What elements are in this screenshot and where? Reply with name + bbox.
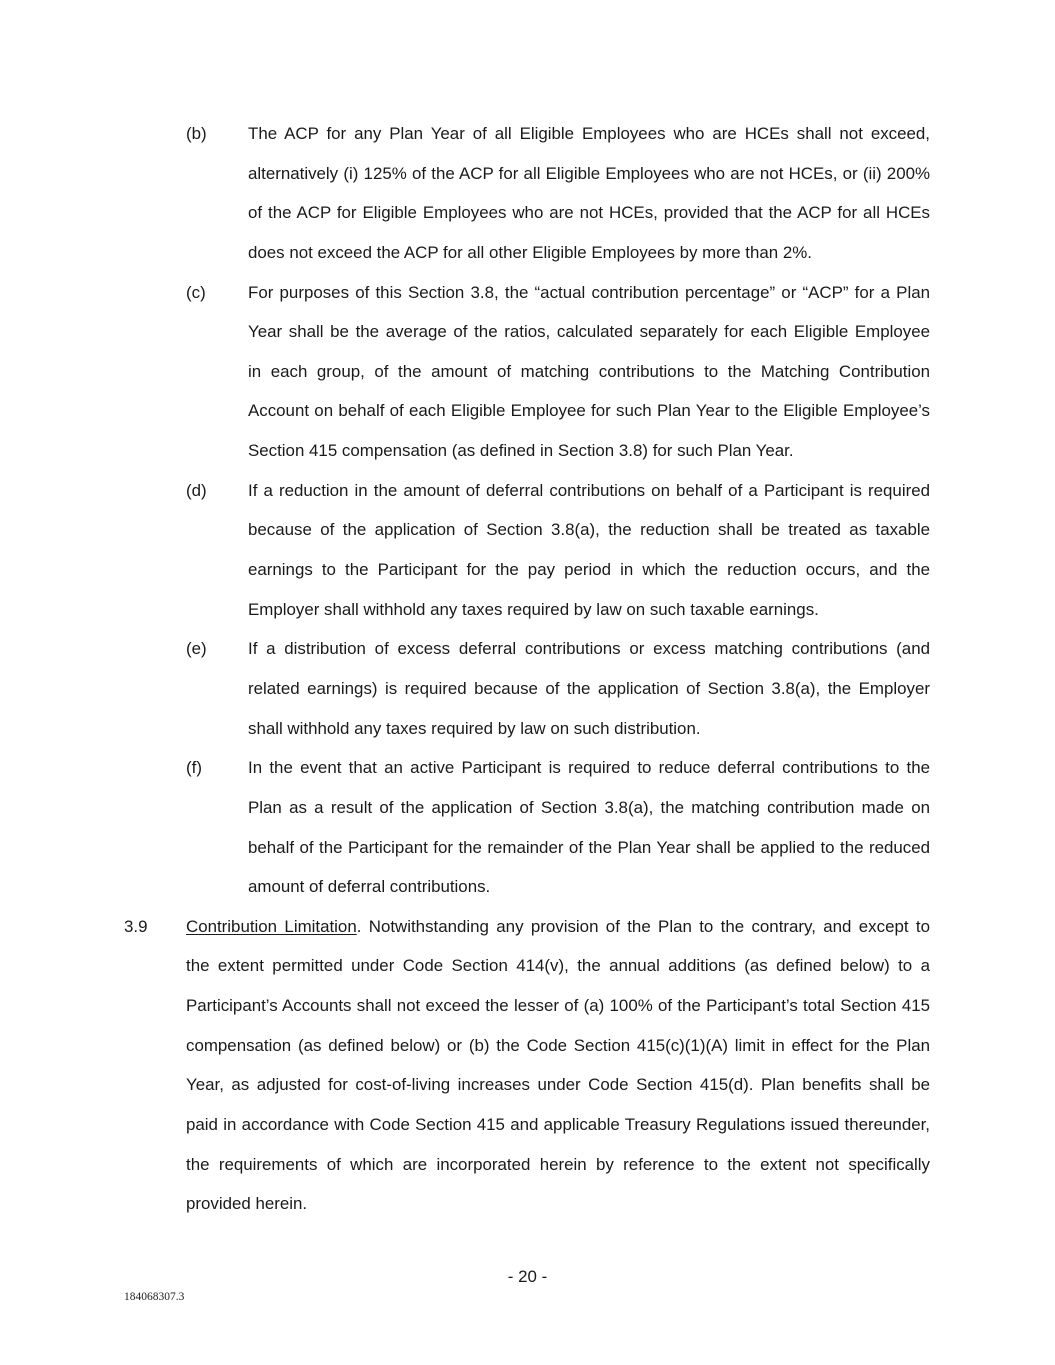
text-line: Year shall be the average of the ratios, calculated separately for each Eligible Employee xyxy=(248,322,930,342)
text-line: the requirements of which are incorporated herein by reference to the extent not specifically xyxy=(186,1154,930,1174)
text-line: of the ACP for Eligible Employees who are not HCEs, provided that the ACP for all HCEs xyxy=(248,203,930,223)
text-line xyxy=(186,907,930,947)
text-line: Year, as adjusted for cost-of-living increases under Code Section 415(d). Plan benefits shall be xyxy=(186,1075,930,1095)
subsection-text xyxy=(248,748,930,907)
text-line: provided herein. xyxy=(186,1194,308,1214)
subsection-text xyxy=(248,273,930,471)
text-line: Employer shall withhold any taxes required by law on such taxable earnings. xyxy=(248,599,819,619)
document-id: 184068307.3 xyxy=(124,1291,185,1303)
text-line: paid in accordance with Code Section 415 and applicable Treasury Regulations issued thereunder, xyxy=(186,1115,930,1135)
text-line: related earnings) is required because of the application of Section 3.8(a), the Employer xyxy=(248,678,930,698)
text-line: If a reduction in the amount of deferral contributions on behalf of a Participant is required xyxy=(248,480,930,500)
text-line: shall withhold any taxes required by law on such distribution. xyxy=(248,718,701,738)
subsection-label: (c) xyxy=(186,282,206,302)
text-line: The ACP for any Plan Year of all Eligible Employees who are HCEs shall not exceed, xyxy=(248,124,930,143)
text-line: because of the application of Section 3.8(a), the reduction shall be treated as taxable xyxy=(248,520,930,540)
text-line: earnings to the Participant for the pay period in which the reduction occurs, and the xyxy=(248,560,930,580)
text-line: For purposes of this Section 3.8, the “actual contribution percentage” or “ACP” for a Plan xyxy=(248,282,930,302)
subsection-f xyxy=(0,748,1055,907)
text-line: If a distribution of excess deferral contributions or excess matching contributions (and xyxy=(248,639,930,659)
text-line: behalf of the Participant for the remainder of the Plan Year shall be applied to the reduced xyxy=(248,837,930,857)
text-line: Plan as a result of the application of Section 3.8(a), the matching contribution made on xyxy=(248,797,930,817)
subsection-label: (d) xyxy=(186,480,207,500)
subsection-d xyxy=(0,471,1055,630)
subsection-text xyxy=(248,629,930,748)
text-line: in each group, of the amount of matching contributions to the Matching Contribution xyxy=(248,361,930,381)
text-line: the extent permitted under Code Section 414(v), the annual additions (as defined below) to a xyxy=(186,956,930,976)
text-line: Participant’s Accounts shall not exceed the lesser of (a) 100% of the Participant’s total Section 415 xyxy=(186,996,930,1016)
section-heading: Contribution Limitation xyxy=(186,916,357,936)
text-line: Account on behalf of each Eligible Employee for such Plan Year to the Eligible Employee’s xyxy=(248,401,930,421)
text-line: compensation (as defined below) or (b) the Code Section 415(c)(1)(A) limit in effect for the Plan xyxy=(186,1035,930,1055)
subsection-label: (e) xyxy=(186,639,207,659)
page-number: - 20 - xyxy=(507,1267,548,1286)
text-line: alternatively (i) 125% of the ACP for all Eligible Employees who are not HCEs, or (ii) 200% xyxy=(248,163,930,183)
section-3-9 xyxy=(0,907,1055,1224)
subsection-label: (b) xyxy=(186,124,207,143)
text-line: In the event that an active Participant is required to reduce deferral contributions to the xyxy=(248,758,930,778)
subsection-c xyxy=(0,273,1055,471)
text-line: amount of deferral contributions. xyxy=(248,877,491,897)
subsection-label: (f) xyxy=(186,758,202,778)
document-body xyxy=(0,114,1055,1224)
section-text xyxy=(186,907,930,1224)
section-first-line-text: . Notwithstanding any provision of the Plan to the contrary, and except to xyxy=(356,916,930,936)
text-line: Section 415 compensation (as defined in Section 3.8) for such Plan Year. xyxy=(248,441,794,461)
section-number: 3.9 xyxy=(124,916,148,936)
subsection-text xyxy=(248,471,930,630)
subsection-e xyxy=(0,629,1055,748)
subsection-text xyxy=(248,114,930,273)
subsection-b xyxy=(0,114,1055,273)
text-line: does not exceed the ACP for all other Eligible Employees by more than 2%. xyxy=(248,242,812,262)
